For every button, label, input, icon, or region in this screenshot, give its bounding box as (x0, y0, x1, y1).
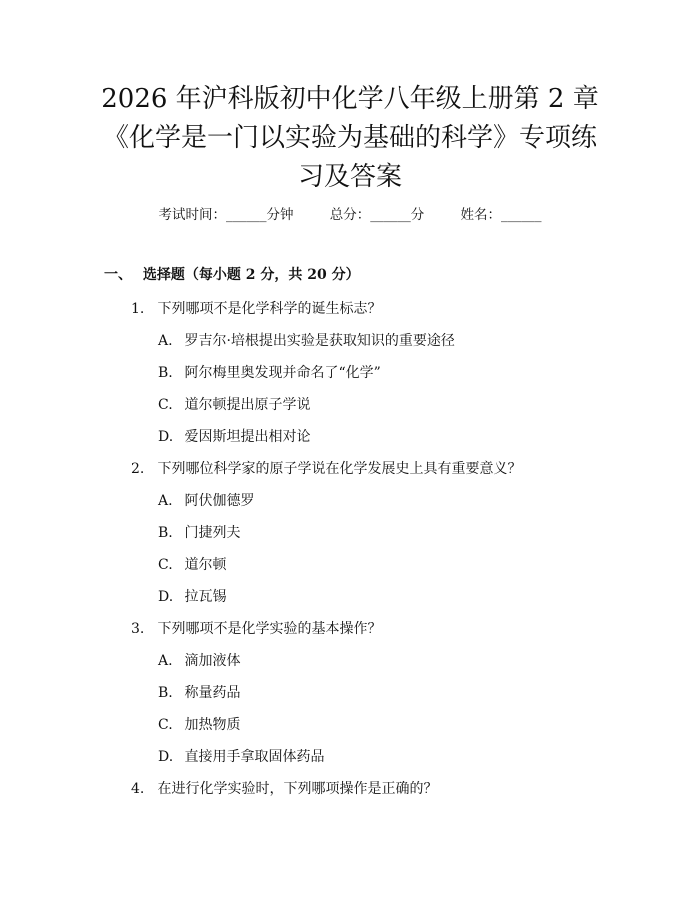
question-text: 下列哪位科学家的原子学说在化学发展史上具有重要意义？ (157, 461, 522, 477)
option-text: 滴加液体 (184, 653, 241, 669)
answer-option (158, 715, 240, 735)
option-label: B. (158, 365, 173, 381)
question-text: 在进行化学实验时，下列哪项操作是正确的？ (157, 781, 438, 797)
option-text: 阿伏伽德罗 (184, 493, 255, 509)
option-text: 直接用手拿取固体药品 (184, 749, 325, 765)
question-number: 2. (131, 461, 145, 477)
section-heading (104, 265, 360, 285)
answer-option (158, 331, 455, 351)
option-label: C. (158, 557, 173, 573)
answer-option (158, 363, 381, 383)
question (131, 459, 521, 479)
option-text: 门捷列夫 (184, 525, 241, 541)
option-text: 拉瓦锡 (184, 589, 227, 605)
option-label: D. (158, 589, 174, 605)
answer-option (158, 395, 310, 415)
answer-option (158, 427, 310, 447)
option-label: A. (158, 333, 173, 349)
question-text: 下列哪项不是化学实验的基本操作？ (157, 621, 382, 637)
question (131, 299, 381, 319)
option-label: C. (158, 717, 173, 733)
option-label: C. (158, 397, 173, 413)
exam-time-field: 考试时间：______分钟 (158, 207, 294, 223)
question (131, 619, 381, 639)
answer-option (158, 683, 240, 703)
answer-option (158, 587, 226, 607)
option-text: 爱因斯坦提出相对论 (184, 429, 311, 445)
answer-option (158, 651, 240, 671)
option-text: 罗吉尔·培根提出实验是获取知识的重要途径 (184, 333, 455, 349)
student-name-field: 姓名：______ (460, 207, 542, 223)
option-text: 道尔顿 (184, 557, 227, 573)
section-title: 选择题（每小题 2 分，共 20 分） (142, 267, 360, 283)
option-text: 阿尔梅里奥发现并命名了“化学” (184, 365, 381, 381)
question-number: 4. (131, 781, 145, 797)
answer-option (158, 491, 254, 511)
question-number: 3. (131, 621, 145, 637)
option-label: D. (158, 749, 174, 765)
answer-option (158, 523, 240, 543)
option-label: A. (158, 493, 173, 509)
answer-option (158, 747, 324, 767)
option-label: A. (158, 653, 173, 669)
option-text: 称量药品 (184, 685, 241, 701)
total-score-field: 总分：______分 (329, 207, 425, 223)
answer-option (158, 555, 226, 575)
option-label: B. (158, 525, 173, 541)
exam-info (0, 205, 700, 225)
option-label: D. (158, 429, 174, 445)
question-number: 1. (131, 301, 145, 317)
title-line: 习及答案 (297, 162, 402, 192)
question-text: 下列哪项不是化学科学的诞生标志？ (157, 301, 382, 317)
title-line: 2026 年沪科版初中化学八年级上册第 2 章 (101, 84, 599, 114)
document-title (95, 80, 605, 197)
title-line: 《化学是一门以实验为基础的科学》专项练 (102, 123, 597, 153)
option-text: 加热物质 (184, 717, 241, 733)
option-label: B. (158, 685, 173, 701)
option-text: 道尔顿提出原子学说 (184, 397, 311, 413)
section-number: 一、 (104, 267, 132, 283)
question (131, 779, 437, 799)
